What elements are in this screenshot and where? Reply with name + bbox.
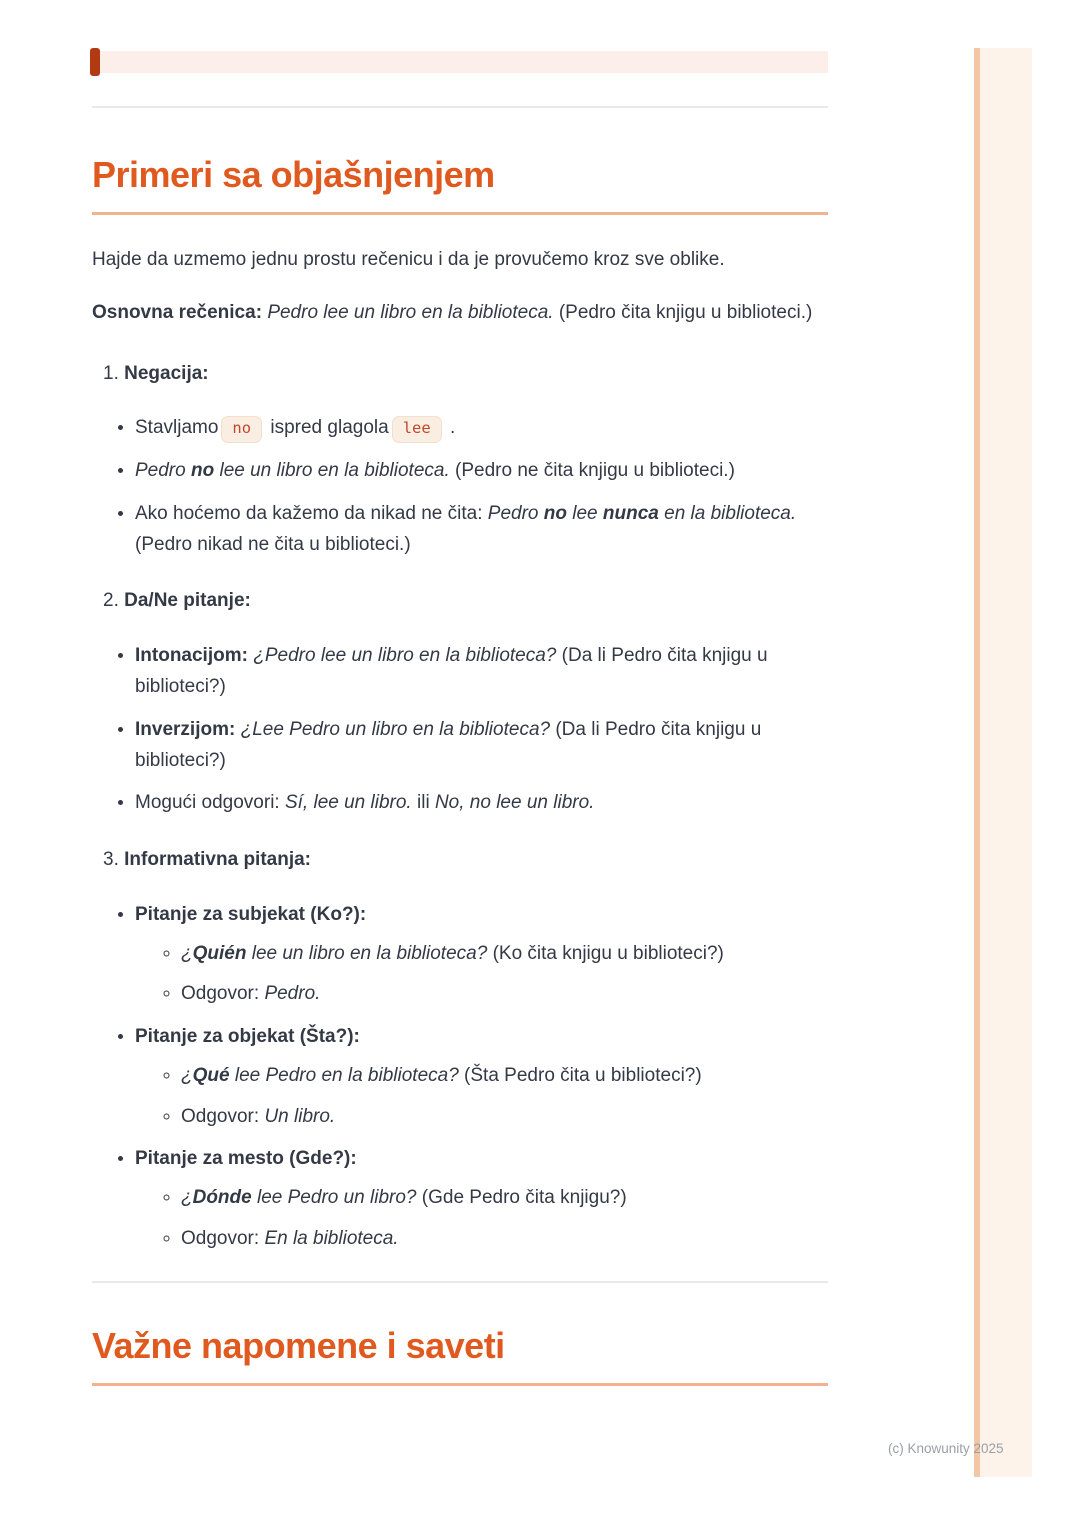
text-run: no xyxy=(543,502,567,524)
text-run: Da/Ne pitanje: xyxy=(124,590,251,612)
bullet-item xyxy=(135,456,828,487)
section-title-notes: Važne napomene i saveti xyxy=(92,1324,505,1366)
text-run: (Šta Pedro čita u biblioteci?) xyxy=(458,1064,702,1086)
item-label xyxy=(103,586,828,617)
text-run: No, no lee un libro. xyxy=(434,792,595,814)
text-run: ispred glagola xyxy=(265,417,389,439)
heading-underline xyxy=(92,212,828,215)
text-run: lee un libro en la biblioteca? xyxy=(246,942,488,964)
sub-text xyxy=(181,1061,828,1092)
text-run: ¿Lee Pedro un libro en la biblioteca? xyxy=(240,718,551,740)
text-run: ¿ xyxy=(181,1187,193,1209)
text-run: En la biblioteca. xyxy=(264,1227,399,1249)
sub-item xyxy=(181,979,828,1010)
text-run: Pitanje za subjekat (Ko?): xyxy=(135,903,367,925)
text-run: lee Pedro un libro? xyxy=(251,1187,417,1209)
sub-list xyxy=(135,1183,828,1255)
text-run: nunca xyxy=(602,502,659,524)
bullet-text xyxy=(135,1022,828,1053)
bullet-text xyxy=(135,641,828,703)
bullet-item xyxy=(135,715,828,777)
text-run: Odgovor: xyxy=(181,1227,265,1249)
sub-item xyxy=(181,1183,828,1214)
bullet-item xyxy=(135,1144,828,1254)
text-run: Informativna pitanja: xyxy=(124,849,311,871)
top-divider xyxy=(92,106,828,108)
text-run: Pedro lee un libro en la biblioteca. xyxy=(267,301,554,323)
text-run: Sí, lee un libro. xyxy=(284,792,412,814)
intro-paragraph: Hajde da uzmemo jednu prostu rečenicu i da je provučemo kroz sve oblike. xyxy=(92,249,725,271)
side-stripe xyxy=(974,48,1032,1477)
text-run: (Gde Pedro čita knjigu?) xyxy=(416,1187,627,1209)
code-badge: no xyxy=(221,416,262,443)
text-run: Negacija: xyxy=(124,362,209,384)
text-run: Mogući odgovori: xyxy=(135,792,285,814)
text-run: lee Pedro en la biblioteca? xyxy=(229,1064,459,1086)
text-run: lee un libro en la biblioteca. xyxy=(214,460,450,482)
text-run: Pedro. xyxy=(264,983,321,1005)
document-content xyxy=(92,106,828,1386)
bullet-item xyxy=(135,641,828,703)
sub-item xyxy=(181,939,828,970)
text-run: Pedro xyxy=(135,460,191,482)
text-run: Pitanje za mesto (Gde?): xyxy=(135,1148,357,1170)
sub-list xyxy=(135,939,828,1011)
text-run: Odgovor: xyxy=(181,983,265,1005)
text-run: Osnovna rečenica: xyxy=(92,301,263,323)
text-run: Pedro xyxy=(487,502,544,524)
bullet-text xyxy=(135,900,828,931)
text-run: Inverzijom: xyxy=(135,718,236,740)
text-run: no xyxy=(190,460,215,482)
sub-item xyxy=(181,1061,828,1092)
item-label xyxy=(103,845,828,876)
sub-text xyxy=(181,979,828,1010)
text-run: ¿ xyxy=(181,1064,193,1086)
sub-text xyxy=(181,1183,828,1214)
footer-credit: (c) Knowunity 2025 xyxy=(888,1441,1004,1456)
text-run: en la biblioteca. xyxy=(658,502,797,524)
text-run: (Da li Pedro čita knjigu u biblioteci?) xyxy=(135,645,768,697)
sub-item xyxy=(181,1102,828,1133)
item-label xyxy=(103,359,828,390)
heading-underline-2 xyxy=(92,1383,828,1386)
text-run: Quién xyxy=(192,942,247,964)
text-run: Stavljamo xyxy=(135,417,219,439)
bullet-list xyxy=(103,641,828,819)
numbered-item xyxy=(103,586,828,819)
bullet-text xyxy=(135,715,828,777)
text-run: Intonacijom: xyxy=(135,645,248,667)
section-title-examples: Primeri sa objašnjenjem xyxy=(92,154,495,195)
text-run: (Pedro ne čita knjigu u biblioteci.) xyxy=(449,460,735,482)
text-run: Un libro. xyxy=(264,1105,336,1127)
bullet-item xyxy=(135,900,828,1010)
bullet-item xyxy=(135,413,828,444)
bullet-list xyxy=(103,413,828,560)
text-run: lee xyxy=(566,502,603,524)
bullet-item xyxy=(135,1022,828,1132)
text-run: (Pedro nikad ne čita u biblioteci.) xyxy=(135,533,411,555)
sub-text xyxy=(181,1224,828,1255)
text-run: Ako hoćemo da kažemo da nikad ne čita: xyxy=(135,502,488,524)
text-run: Dónde xyxy=(192,1187,252,1209)
bullet-item xyxy=(135,499,828,561)
top-note-bar xyxy=(90,51,828,73)
text-run: Odgovor: xyxy=(181,1105,265,1127)
code-badge: lee xyxy=(392,416,442,443)
top-note-marker xyxy=(90,48,100,76)
numbered-item xyxy=(103,359,828,561)
bullet-list xyxy=(103,900,828,1255)
text-run: ¿ xyxy=(181,942,193,964)
text-run: . xyxy=(444,417,456,439)
text-run: Qué xyxy=(192,1064,230,1086)
text-run: Pitanje za objekat (Šta?): xyxy=(135,1026,360,1048)
bullet-text xyxy=(135,788,828,819)
bullet-text xyxy=(135,413,828,444)
text-run: (Da li Pedro čita knjigu u biblioteci?) xyxy=(135,718,762,771)
numbered-item xyxy=(103,845,828,1255)
text-run: (Pedro čita knjigu u biblioteci.) xyxy=(553,301,813,323)
text-run: ili xyxy=(411,792,435,814)
examples-list xyxy=(103,359,828,1255)
sub-item xyxy=(181,1224,828,1255)
sub-text xyxy=(181,1102,828,1133)
sub-list xyxy=(135,1061,828,1133)
bullet-text xyxy=(135,456,828,487)
bottom-divider xyxy=(92,1281,828,1283)
sub-text xyxy=(181,939,828,970)
base-sentence-paragraph xyxy=(92,298,828,329)
text-run: ¿Pedro lee un libro en la biblioteca? xyxy=(253,645,557,667)
bullet-text xyxy=(135,499,828,561)
bullet-text xyxy=(135,1144,828,1175)
text-run: (Ko čita knjigu u biblioteci?) xyxy=(487,942,724,964)
bullet-item xyxy=(135,788,828,819)
